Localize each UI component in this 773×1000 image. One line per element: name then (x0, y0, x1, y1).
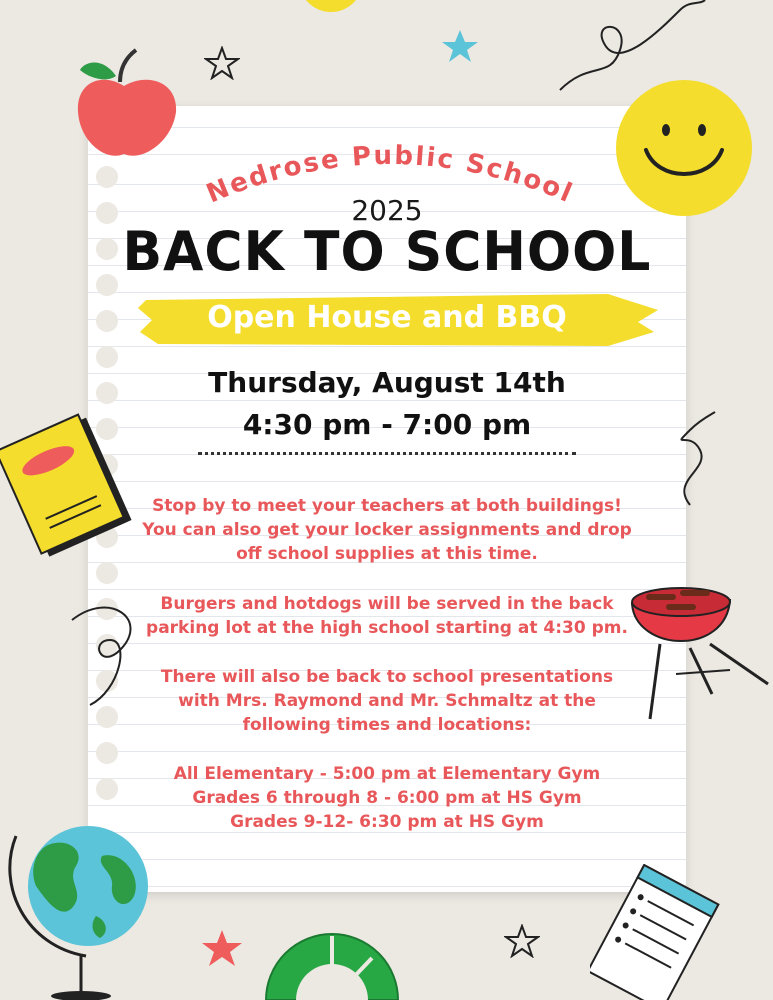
star-outline-icon (204, 46, 240, 80)
paper-hole (96, 166, 118, 188)
text-line: There will also be back to school presentations (160, 667, 614, 687)
paragraph-food (88, 592, 686, 640)
text-line: following times and locations: (242, 715, 532, 735)
text-line: Grades 9-12- 6:30 pm at HS Gym (230, 812, 544, 832)
text-line: Burgers and hotdogs will be served in the back (160, 594, 614, 614)
school-name: Nedrose Public School (202, 140, 578, 210)
book-icon (0, 410, 140, 560)
protractor-icon (262, 912, 402, 1000)
text-line: off school supplies at this time. (236, 544, 538, 564)
star-icon (440, 28, 480, 64)
text-line: Stop by to meet your teachers at both buildings! (152, 496, 622, 516)
dotted-divider (198, 452, 576, 455)
star-outline-icon (504, 924, 540, 958)
squiggle-decoration (70, 600, 150, 710)
sun-circle-decoration (298, 0, 364, 30)
paragraph-presentations (88, 665, 686, 737)
paper-hole (96, 742, 118, 764)
subheadline: Open House and BBQ (207, 300, 567, 335)
notepad-icon (590, 864, 720, 1000)
apple-icon (72, 46, 182, 164)
star-icon (200, 928, 244, 968)
text-line: parking lot at the high school starting at 4:30 pm. (146, 618, 628, 638)
grill-icon (630, 574, 773, 724)
paragraph-intro (88, 494, 686, 566)
text-line: All Elementary - 5:00 pm at Elementary Gym (173, 764, 601, 784)
headline: BACK TO SCHOOL (122, 220, 652, 284)
text-line: Grades 6 through 8 - 6:00 pm at HS Gym (192, 788, 582, 808)
globe-icon (6, 816, 156, 1000)
event-time: 4:30 pm - 7:00 pm (242, 408, 532, 441)
paragraph-schedule (88, 762, 686, 834)
text-line: You can also get your locker assignments and drop (142, 520, 632, 540)
event-date: Thursday, August 14th (208, 366, 566, 399)
event-year: 2025 (351, 194, 423, 227)
text-line: with Mrs. Raymond and Mr. Schmaltz at the (178, 691, 596, 711)
squiggle-decoration (660, 410, 720, 510)
paper-hole (96, 346, 118, 368)
